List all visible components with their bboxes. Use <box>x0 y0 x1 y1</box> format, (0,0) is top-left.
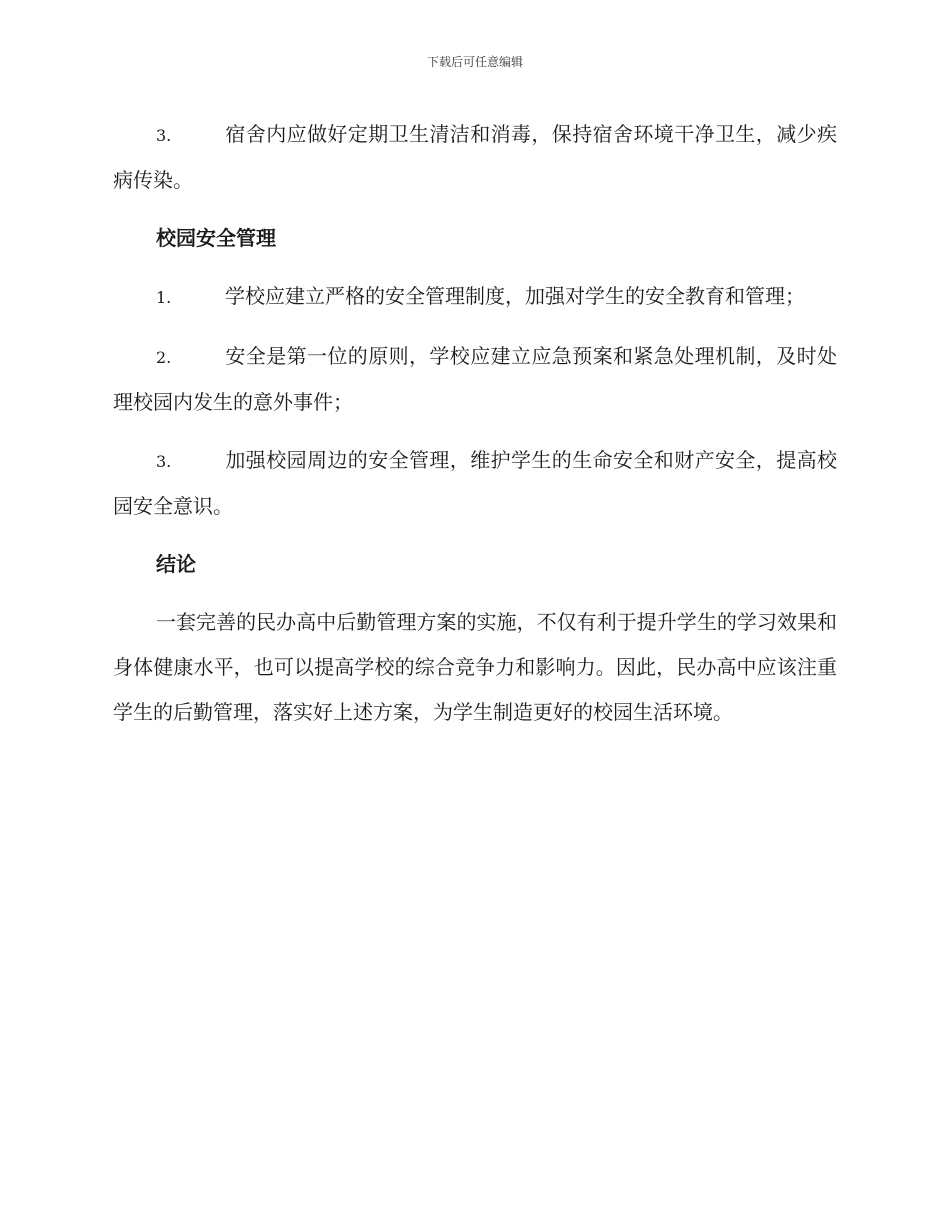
list-item-text: 学校应建立严格的安全管理制度，加强对学生的安全教育和管理； <box>225 284 805 308</box>
page-header-note: 下载后可任意编辑 <box>426 55 523 69</box>
list-item-text: 宿舍内应做好定期卫生清洁和消毒，保持宿舍环境干净卫生，减少疾病传染。 <box>113 122 837 192</box>
list-item-number: 1. <box>156 288 172 307</box>
list-item-safety-2 <box>113 334 837 424</box>
list-item-safety-1 <box>113 274 837 320</box>
list-item-number: 2. <box>156 348 172 367</box>
section-heading-safety: 校园安全管理 <box>156 226 276 250</box>
list-item-number: 3. <box>156 126 172 145</box>
list-item-number: 3. <box>156 452 172 471</box>
section-heading-conclusion: 结论 <box>156 552 196 576</box>
list-item-text: 加强校园周边的安全管理，维护学生的生命安全和财产安全，提高校园安全意识。 <box>113 448 837 518</box>
conclusion-paragraph: 一套完善的民办高中后勤管理方案的实施，不仅有利于提升学生的学习效果和身体健康水平，也可以提高学校的综合竞争力和影响力。因此，民办高中应该注重学生的后勤管理，落实好上述方案，为学生制造更好的校园生活环境。 <box>113 610 837 724</box>
document-body <box>113 112 837 749</box>
list-item-dorm-3 <box>113 112 837 202</box>
list-item-safety-3 <box>113 438 837 528</box>
list-item-text: 安全是第一位的原则，学校应建立应急预案和紧急处理机制，及时处理校园内发生的意外事件； <box>113 344 837 414</box>
